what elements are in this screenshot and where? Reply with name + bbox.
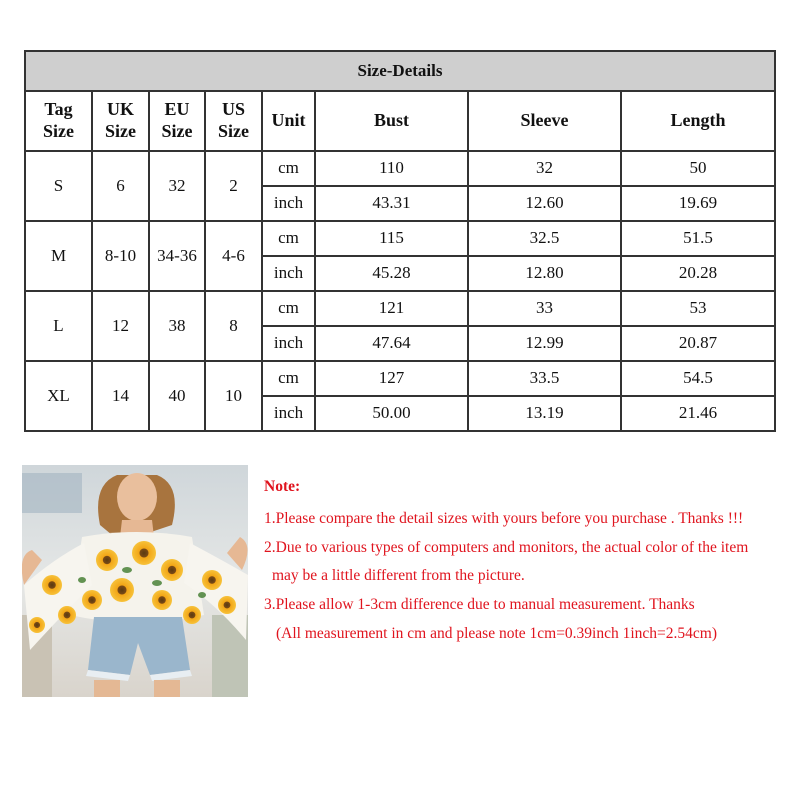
length-cell: 50 — [621, 151, 775, 186]
bust-cell: 115 — [315, 221, 468, 256]
unit-cell: cm — [262, 221, 315, 256]
eu-size-cell: 34-36 — [149, 221, 205, 291]
length-cell: 54.5 — [621, 361, 775, 396]
length-cell: 51.5 — [621, 221, 775, 256]
header-cell — [25, 91, 92, 151]
us-size-cell: 4-6 — [205, 221, 262, 291]
sleeve-cell: 13.19 — [468, 396, 621, 431]
sleeve-cell: 33.5 — [468, 361, 621, 396]
uk-size-cell: 14 — [92, 361, 149, 431]
note-line-2: 2.Due to various types of computers and monitors, the actual color of the item — [264, 539, 749, 556]
us-size-cell: 8 — [205, 291, 262, 361]
bust-cell: 50.00 — [315, 396, 468, 431]
sleeve-cell: 12.80 — [468, 256, 621, 291]
unit-cell: cm — [262, 361, 315, 396]
unit-cell: inch — [262, 396, 315, 431]
header-cell — [149, 91, 205, 151]
table-title: Size-Details — [25, 51, 775, 91]
unit-cell: inch — [262, 186, 315, 221]
table-row — [25, 221, 775, 256]
table-row — [25, 151, 775, 186]
header-cell — [315, 91, 468, 151]
eu-size-cell: 38 — [149, 291, 205, 361]
length-cell: 19.69 — [621, 186, 775, 221]
note-line-2-cont: may be a little different from the picture. — [272, 567, 525, 584]
sleeve-cell: 12.60 — [468, 186, 621, 221]
us-size-cell: 2 — [205, 151, 262, 221]
tag-size-cell: XL — [25, 361, 92, 431]
size-details-table — [24, 50, 776, 432]
notes-title: Note: — [264, 478, 301, 495]
tag-size-cell: M — [25, 221, 92, 291]
header-cell — [205, 91, 262, 151]
header-text: Sleeve — [520, 110, 569, 131]
sleeve-cell: 32 — [468, 151, 621, 186]
note-line-4: (All measurement in cm and please note 1cm=0.39inch 1inch=2.54cm) — [276, 625, 718, 642]
header-cell — [92, 91, 149, 151]
tag-size-cell: S — [25, 151, 92, 221]
eu-size-cell: 40 — [149, 361, 205, 431]
sleeve-cell: 32.5 — [468, 221, 621, 256]
header-text: Unit — [271, 110, 306, 131]
product-photo — [22, 465, 248, 697]
header-text: EU — [164, 99, 190, 120]
header-text: US — [221, 99, 245, 120]
header-text: UK — [107, 99, 134, 120]
table-row — [25, 291, 775, 326]
bust-cell: 127 — [315, 361, 468, 396]
bust-cell: 110 — [315, 151, 468, 186]
bust-cell: 43.31 — [315, 186, 468, 221]
header-cell — [468, 91, 621, 151]
sleeve-cell: 12.99 — [468, 326, 621, 361]
length-cell: 53 — [621, 291, 775, 326]
table-row — [25, 361, 775, 396]
tag-size-cell: L — [25, 291, 92, 361]
eu-size-cell: 32 — [149, 151, 205, 221]
note-line-3: 3.Please allow 1-3cm difference due to manual measurement. Thanks — [264, 596, 695, 613]
header-text: Tag — [44, 99, 73, 120]
header-text: Size — [105, 121, 136, 141]
uk-size-cell: 12 — [92, 291, 149, 361]
unit-cell: inch — [262, 256, 315, 291]
unit-cell: cm — [262, 151, 315, 186]
bust-cell: 45.28 — [315, 256, 468, 291]
note-line-1: 1.Please compare the detail sizes with yours before you purchase . Thanks !!! — [264, 510, 744, 527]
unit-cell: cm — [262, 291, 315, 326]
length-cell: 20.87 — [621, 326, 775, 361]
header-text: Size — [161, 121, 193, 141]
header-text: Bust — [373, 110, 409, 131]
bust-cell: 47.64 — [315, 326, 468, 361]
bust-cell: 121 — [315, 291, 468, 326]
unit-cell: inch — [262, 326, 315, 361]
header-text: Length — [670, 110, 726, 131]
header-cell — [262, 91, 315, 151]
header-text: Size — [218, 121, 249, 141]
header-cell — [621, 91, 775, 151]
length-cell: 21.46 — [621, 396, 775, 431]
sleeve-cell: 33 — [468, 291, 621, 326]
table-header-row — [25, 91, 775, 151]
us-size-cell: 10 — [205, 361, 262, 431]
length-cell: 20.28 — [621, 256, 775, 291]
uk-size-cell: 6 — [92, 151, 149, 221]
header-text: Size — [43, 121, 74, 141]
uk-size-cell: 8-10 — [92, 221, 149, 291]
